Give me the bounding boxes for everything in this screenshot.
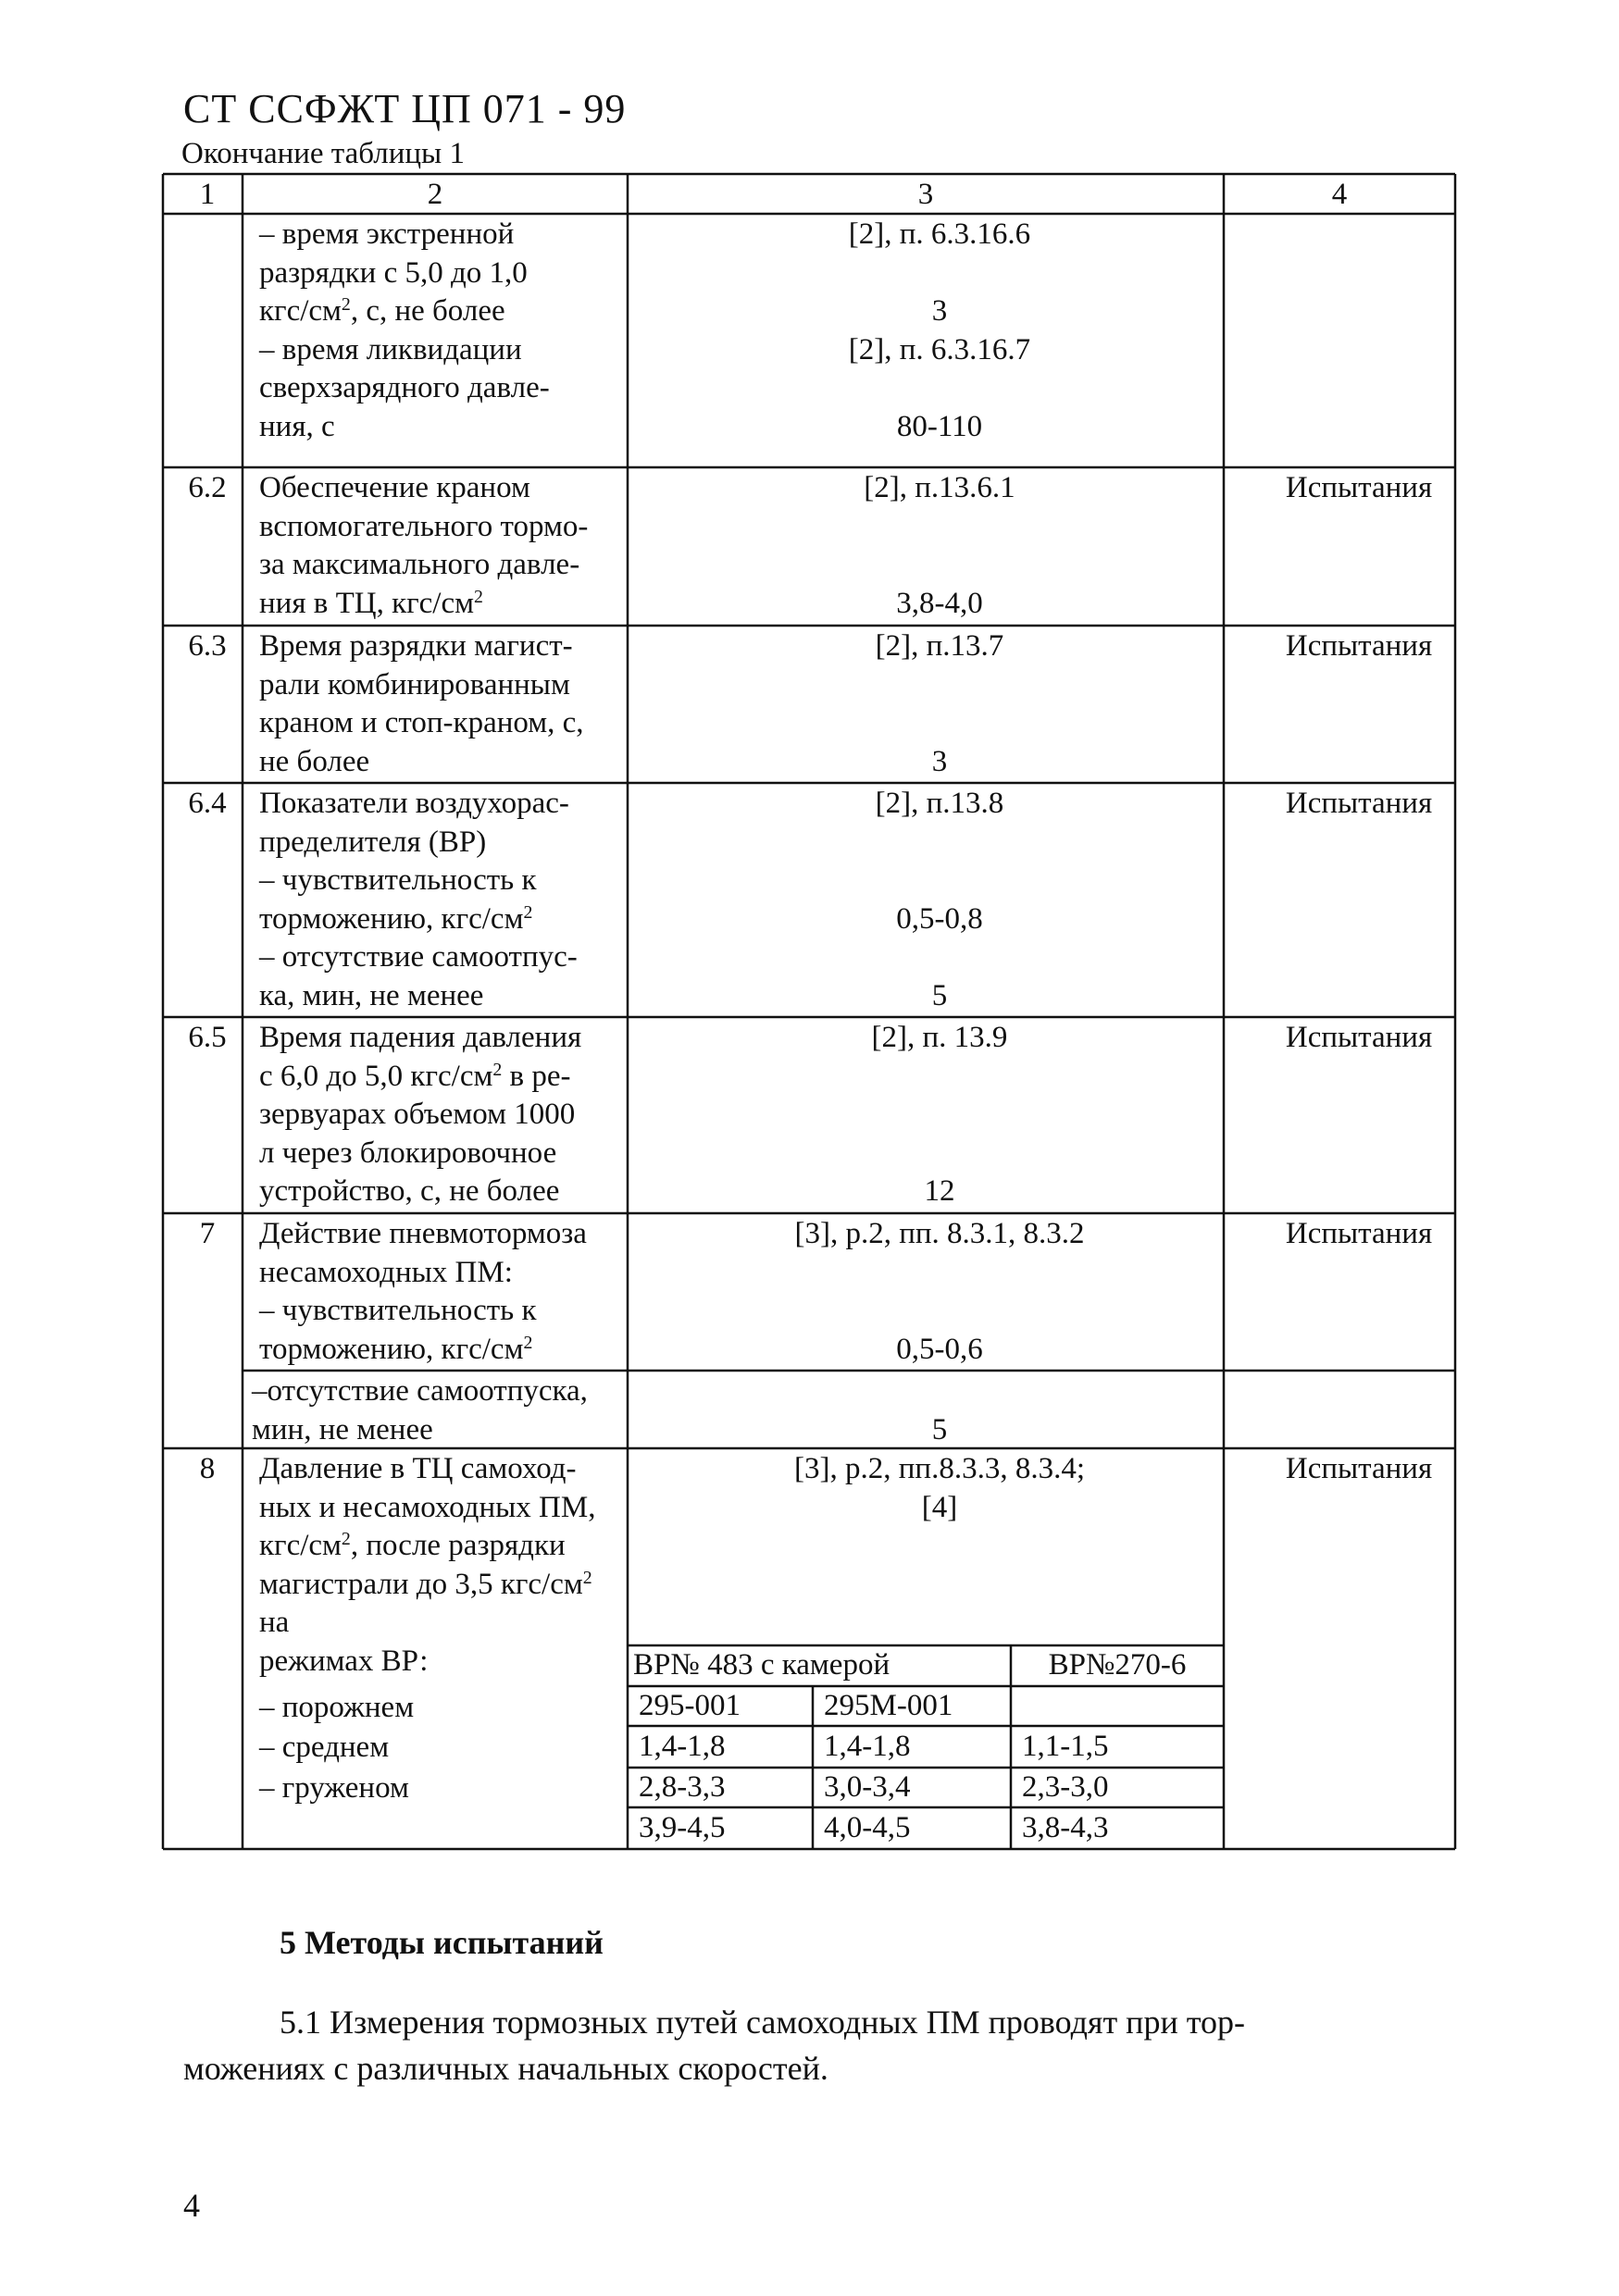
row-description-line: л через блокировочное [259,1136,557,1170]
row-method: Испытания [1285,787,1433,820]
row-number: 6.2 [188,471,227,504]
row-reference-line: 0,5-0,8 [896,901,983,936]
row-reference-line: [2], п.13.8 [875,787,1004,820]
row-number: 6.3 [188,629,227,663]
row-description-line: – чувствительность к [259,863,537,897]
row-description-line: Давление в ТЦ самоход- [259,1452,577,1485]
row-description-line: разрядки с 5,0 до 1,0 [259,255,528,290]
mode-label: – груженом [259,1771,409,1805]
subtable-cell: 2,3-3,0 [1022,1770,1109,1804]
row-method: Испытания [1285,629,1433,663]
row-number: 8 [199,1452,216,1485]
table-continuation-caption: Окончание таблицы 1 [181,137,465,170]
row-description-line: вспомогательного тормо- [259,509,589,543]
row-description-line: зервуарах объемом 1000 [259,1098,576,1131]
row-description-line: Время падения давления [259,1021,582,1054]
row-reference-line: 3 [931,294,948,328]
row-subreference: 5 [931,1412,948,1446]
subtable-head-vr483: ВР№ 483 с камерой [633,1648,890,1682]
row-description-line: на [259,1606,290,1639]
row-description-line: ных и несамоходных ПМ, [259,1490,596,1524]
row-number: 7 [199,1217,216,1250]
row-description-line: торможению, кгс/$см^2$ [259,901,533,936]
row-description-line: кгс/$см^2$, с, не более [259,294,505,328]
row-description-line: – время экстренной [259,217,515,251]
row-description-line: несамоходных ПМ: [259,1255,513,1289]
row-description-line: – отсутствие самоотпус- [259,940,578,974]
mode-label: – среднем [259,1731,390,1764]
row-description-line: за максимального давле- [259,548,580,581]
subtable-cell: 1,1-1,5 [1022,1730,1109,1763]
row-number: 6.5 [188,1021,227,1054]
paragraph-line: 5.1 Измерения тормозных путей самоходных ПМ проводят при тор- [280,2004,1245,2041]
row-description-line: с 6,0 до 5,0 кгс/$см^2$ в ре- [259,1059,571,1093]
row-reference-line: [3], р.2, пп. 8.3.1, 8.3.2 [794,1217,1085,1250]
row-reference-line: [2], п.13.7 [875,629,1004,663]
row-description-line: сверхзарядного давле- [259,371,550,404]
subtable-cell: 3,9-4,5 [639,1811,726,1844]
subtable-head-vr270: ВР№270-6 [1048,1648,1187,1682]
row-description-line: краном и стоп-краном, с, [259,706,584,739]
row-reference-line: [2], п.13.6.1 [864,471,1015,504]
row-description-line: Обеспечение краном [259,471,530,504]
row-description-line: кгс/$см^2$, после разрядки [259,1529,566,1562]
row-reference-line: [3], р.2, пп.8.3.3, 8.3.4; [794,1452,1085,1485]
document-code: СТ ССФЖТ ЦП 071 - 99 [183,86,627,131]
col-header-3: 3 [917,178,934,211]
row-description-line: торможению, кгс/$см^2$ [259,1332,533,1366]
row-description-line: ка, мин, не менее [259,978,484,1012]
row-description-line: ния, с [259,409,335,443]
col-header-1: 1 [199,178,216,211]
paragraph-line: можениях с различных начальных скоростей. [183,2050,828,2087]
section-title: 5 Методы испытаний [280,1924,604,1961]
row-method: Испытания [1285,1021,1433,1054]
subtable-head-295-001: 295-001 [639,1689,741,1722]
page-number: 4 [183,2187,200,2224]
row-description-line: режимах ВР: [259,1644,429,1678]
row-reference-line: [2], п. 13.9 [871,1021,1008,1054]
col-header-2: 2 [427,178,443,211]
row-method: Испытания [1285,471,1433,504]
row-description-line: Показатели воздухорас- [259,787,569,820]
row-reference-line: 3 [931,744,948,778]
row-reference-line: 3,8-4,0 [896,586,983,620]
row-reference-line: [2], п. 6.3.16.6 [848,217,1031,251]
row-description-line: устройство, с, не более [259,1174,560,1208]
subtable-cell: 3,0-3,4 [824,1770,911,1804]
subtable-cell: 2,8-3,3 [639,1770,726,1804]
subtable-cell: 1,4-1,8 [639,1730,726,1763]
row-reference-line: 12 [924,1174,955,1208]
row-description-line: рали комбинированным [259,667,570,701]
row-reference-line: [4] [921,1490,958,1524]
row-number: 6.4 [188,787,227,820]
row-subdescription-line: мин, не менее [252,1412,433,1446]
row-description-line: – чувствительность к [259,1294,537,1327]
row-description-line: магистрали до 3,5 кгс/$см^2$ [259,1567,592,1601]
row-reference-line: 0,5-0,6 [896,1332,983,1366]
row-description-line: не более [259,744,370,778]
mode-label: – порожнем [259,1691,415,1724]
row-description-line: Время разрядки магист- [259,629,573,663]
row-description-line: пределителя (ВР) [259,825,487,859]
row-reference-line: 5 [931,978,948,1012]
row-reference-line: 80-110 [896,409,983,443]
subtable-head-295m-001: 295М-001 [824,1689,953,1722]
col-header-4: 4 [1331,178,1348,211]
row-reference-line: [2], п. 6.3.16.7 [848,332,1031,366]
row-description-line: – время ликвидации [259,332,522,366]
row-subdescription-line: –отсутствие самоотпуска, [252,1374,588,1408]
subtable-cell: 3,8-4,3 [1022,1811,1109,1844]
row-method: Испытания [1285,1217,1433,1250]
row-description-line: ния в ТЦ, кгс/$см^2$ [259,586,483,620]
subtable-cell: 1,4-1,8 [824,1730,911,1763]
row-method: Испытания [1285,1452,1433,1485]
subtable-cell: 4,0-4,5 [824,1811,911,1844]
row-description-line: Действие пневмотормоза [259,1217,587,1250]
